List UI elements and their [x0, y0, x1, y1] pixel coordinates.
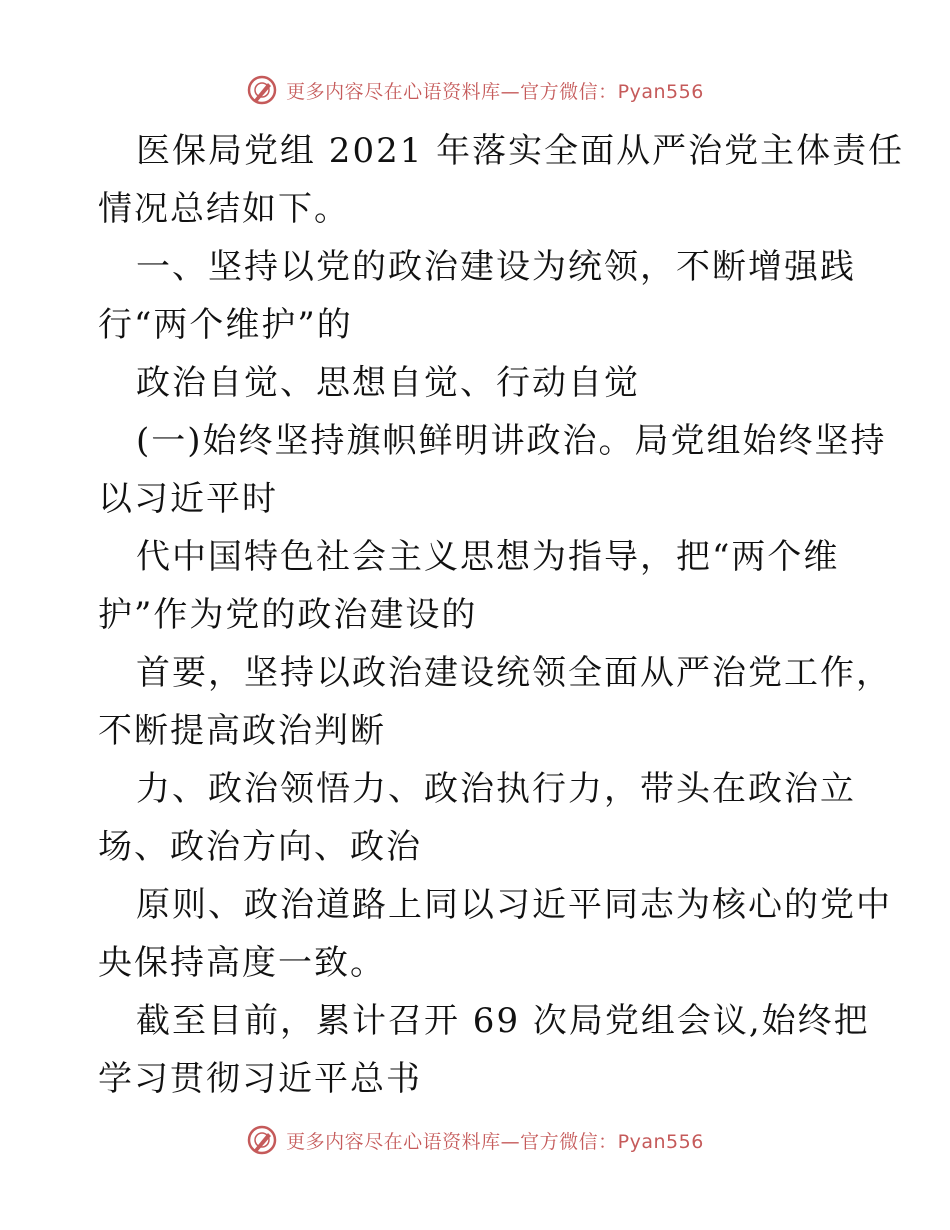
body-line: 情况总结如下。 — [98, 189, 350, 229]
body-line: 医保局党组 2021 年落实全面从严治党主体责任 — [136, 131, 905, 171]
header-watermark — [0, 70, 950, 110]
body-line: 截至目前，累计召开 69 次局党组会议,始终把 — [136, 1001, 870, 1041]
section-heading-line: 政治自觉、思想自觉、行动自觉 — [136, 363, 640, 403]
watermark-text: 更多内容尽在心语资料库—官方微信：Pyan556 — [286, 80, 704, 103]
body-line: 不断提高政治判断 — [98, 711, 386, 751]
section-heading-line: 一、坚持以党的政治建设为统领，不断增强践 — [136, 247, 856, 287]
pen-logo-icon — [246, 74, 278, 106]
body-line: 原则、政治道路上同以习近平同志为核心的党中 — [136, 885, 892, 925]
body-line: 央保持高度一致。 — [98, 943, 386, 983]
footer-watermark — [0, 1120, 950, 1160]
section-heading-line: 行“两个维护”的 — [98, 305, 353, 345]
body-line: 代中国特色社会主义思想为指导，把“两个维 — [136, 537, 840, 577]
body-line: (一)始终坚持旗帜鲜明讲政治。局党组始终坚持 — [136, 421, 887, 461]
body-line: 力、政治领悟力、政治执行力，带头在政治立 — [136, 769, 856, 809]
body-line: 以习近平时 — [98, 479, 278, 519]
body-line: 学习贯彻习近平总书 — [98, 1059, 422, 1099]
document-body — [98, 122, 905, 1108]
body-line: 首要，坚持以政治建设统领全面从严治党工作， — [136, 653, 892, 693]
pen-logo-icon — [246, 1124, 278, 1156]
body-line: 场、政治方向、政治 — [98, 827, 422, 867]
body-line: 护”作为党的政治建设的 — [98, 595, 478, 635]
watermark-text: 更多内容尽在心语资料库—官方微信：Pyan556 — [286, 1130, 704, 1153]
